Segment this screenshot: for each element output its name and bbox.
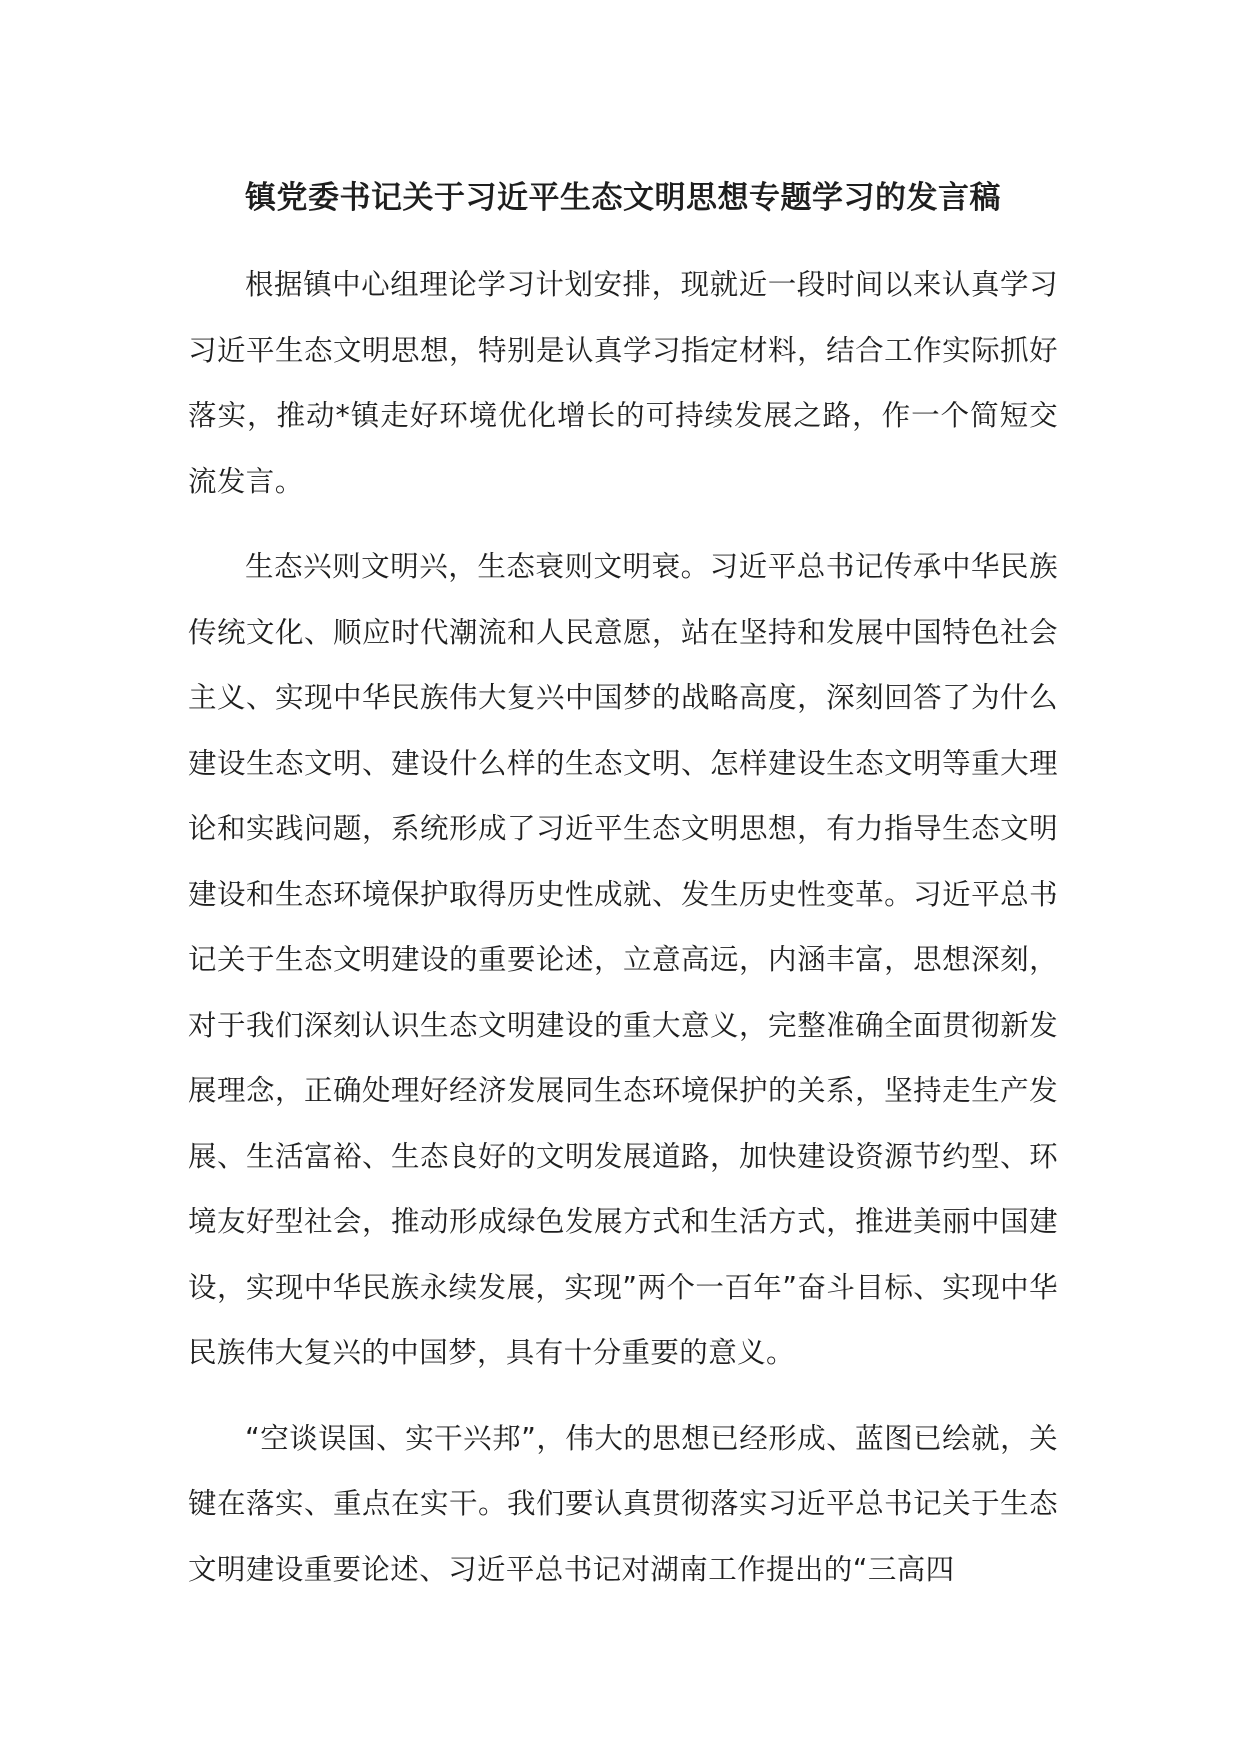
paragraph-intro: 根据镇中心组理论学习计划安排，现就近一段时间以来认真学习习近平生态文明思想，特别是认真学习指定材料，结合工作实际抓好落实，推动*镇走好环境优化增长的可持续发展之路，作一个简短交流发言。 (188, 268, 1058, 498)
paragraph-implementation: “空谈误国、实干兴邦”，伟大的思想已经形成、蓝图已绘就，关键在落实、重点在实干。我们要认真贯彻落实习近平总书记关于生态文明建设重要论述、习近平总书记对湖南工作提出的“三高四 (188, 1421, 1058, 1586)
paragraph-ecology: 生态兴则文明兴，生态衰则文明衰。习近平总书记传承中华民族传统文化、顺应时代潮流和人民意愿，站在坚持和发展中国特色社会主义、实现中华民族伟大复兴中国梦的战略高度，深刻回答了为什么建设生态文明、建设什么样的生态文明、怎样建设生态文明等重大理论和实践问题，系统形成了习近平生态文明思想，有力指导生态文明建设和生态环境保护取得历史性成就、发生历史性变革。习近平总书记关于生态文明建设的重要论述，立意高远，内涵丰富，思想深刻，对于我们深刻认识生态文明建设的重大意义，完整准确全面贯彻新发展理念，正确处理好经济发展同生态环境保护的关系，坚持走生产发展、生活富裕、生态良好的文明发展道路，加快建设资源节约型、环境友好型社会，推动形成绿色发展方式和生活方式，推进美丽中国建设，实现中华民族永续发展，实现”两个一百年”奋斗目标、实现中华民族伟大复兴的中国梦，具有十分重要的意义。 (188, 550, 1058, 1369)
document-body (188, 170, 1058, 1622)
document-title: 镇党委书记关于习近平生态文明思想专题学习的发言稿 (245, 180, 1001, 216)
